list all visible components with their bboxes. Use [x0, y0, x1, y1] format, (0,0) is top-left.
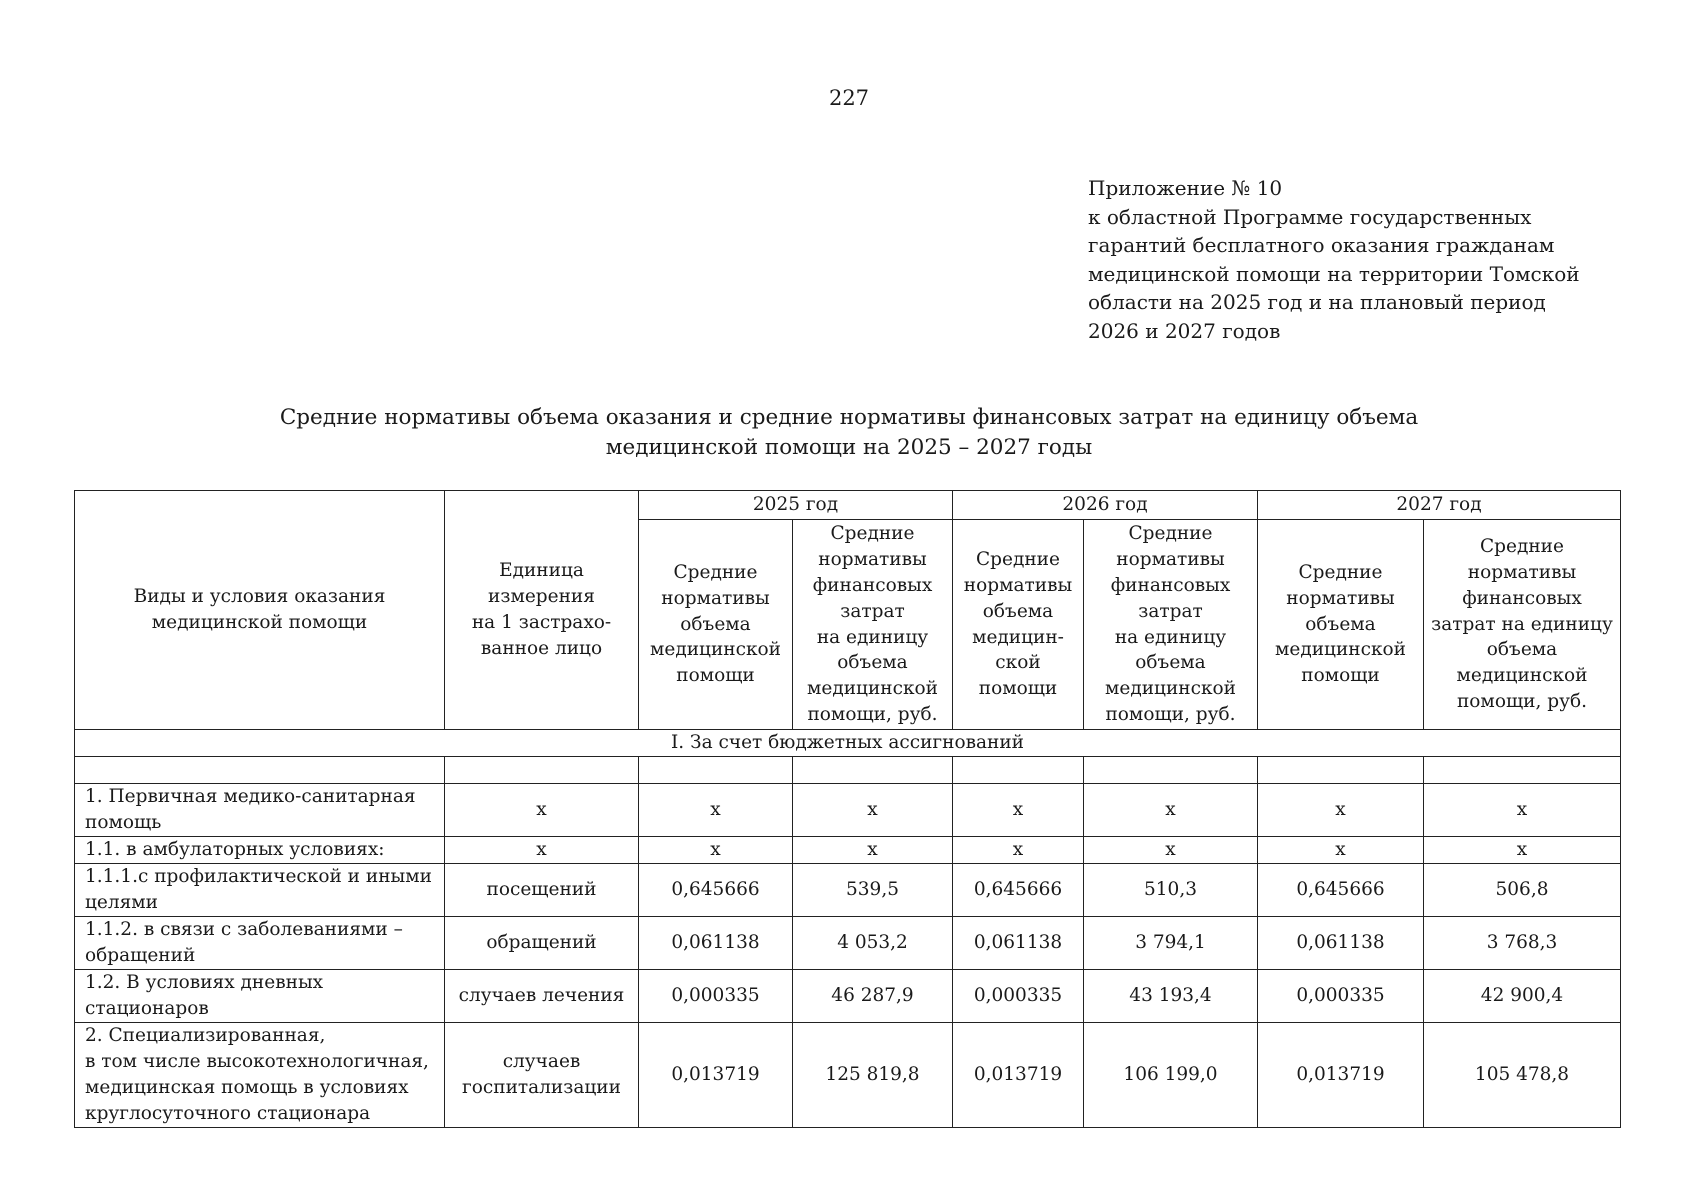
title-line: медицинской помощи на 2025 – 2027 годы	[605, 435, 1093, 460]
appendix-note	[1088, 174, 1580, 345]
table-row	[75, 1023, 1621, 1128]
row-unit: x	[445, 784, 639, 837]
header-year-2025: 2025 год	[639, 491, 953, 520]
row-name: 1.2. В условиях дневных стационаров	[75, 970, 445, 1023]
subheader-volume-2025: Средние нормативы объема медицинской помощи	[639, 520, 793, 730]
cell-volume-2026: 0,645666	[953, 864, 1084, 917]
appendix-line: 2026 и 2027 годов	[1088, 318, 1281, 343]
cell-volume-2026: 0,061138	[953, 917, 1084, 970]
row-name: 1.1.1.с профилактической и иными целями	[75, 864, 445, 917]
cell-cost-2026: 3 794,1	[1084, 917, 1258, 970]
cell-cost-2027: x	[1424, 784, 1621, 837]
subheader-volume-2026: Средние нормативы объема медицин- ской помощи	[953, 520, 1084, 730]
table-row	[75, 917, 1621, 970]
appendix-line: к областной Программе государственных	[1088, 204, 1532, 229]
cell-volume-2025: 0,000335	[639, 970, 793, 1023]
cell-volume-2025: 0,013719	[639, 1023, 793, 1128]
cell-volume-2026: x	[953, 837, 1084, 864]
table-row	[75, 837, 1621, 864]
cell-cost-2027: x	[1424, 837, 1621, 864]
cell-volume-2027: 0,000335	[1258, 970, 1424, 1023]
row-unit: x	[445, 837, 639, 864]
cell-volume-2027: x	[1258, 837, 1424, 864]
cell-cost-2025: x	[793, 784, 953, 837]
header-year-2026: 2026 год	[953, 491, 1258, 520]
table-row	[75, 784, 1621, 837]
cell-cost-2027: 105 478,8	[1424, 1023, 1621, 1128]
cell-cost-2025: 125 819,8	[793, 1023, 953, 1128]
header-unit: Единица измерения на 1 застрахо- ванное лицо	[445, 491, 639, 730]
row-name: 1.1.2. в связи с заболеваниями – обращений	[75, 917, 445, 970]
document-title	[0, 403, 1698, 463]
row-name: 1.1. в амбулаторных условиях:	[75, 837, 445, 864]
cell-volume-2027: 0,013719	[1258, 1023, 1424, 1128]
cell-volume-2027: x	[1258, 784, 1424, 837]
cell-cost-2025: x	[793, 837, 953, 864]
cell-cost-2025: 539,5	[793, 864, 953, 917]
row-unit: случаев госпитализации	[445, 1023, 639, 1128]
cell-cost-2027: 3 768,3	[1424, 917, 1621, 970]
table-row	[75, 970, 1621, 1023]
row-unit: посещений	[445, 864, 639, 917]
blank-row	[75, 757, 1621, 784]
section-title: I. За счет бюджетных ассигнований	[75, 730, 1621, 757]
cell-volume-2026: x	[953, 784, 1084, 837]
norms-table	[74, 490, 1621, 1128]
cell-cost-2026: x	[1084, 837, 1258, 864]
page-number: 227	[828, 86, 870, 110]
subheader-cost-2026: Средние нормативы финансовых затрат на единицу объема медицинской помощи, руб.	[1084, 520, 1258, 730]
cell-volume-2026: 0,000335	[953, 970, 1084, 1023]
cell-cost-2026: 510,3	[1084, 864, 1258, 917]
cell-volume-2027: 0,061138	[1258, 917, 1424, 970]
row-name: 2. Специализированная, в том числе высокотехнологичная, медицинская помощь в условиях круглосуточного стационара	[75, 1023, 445, 1128]
row-unit: обращений	[445, 917, 639, 970]
cell-cost-2027: 42 900,4	[1424, 970, 1621, 1023]
appendix-line: медицинской помощи на территории Томской	[1088, 261, 1580, 286]
cell-volume-2026: 0,013719	[953, 1023, 1084, 1128]
title-line: Средние нормативы объема оказания и средние нормативы финансовых затрат на единицу объема	[279, 405, 1419, 430]
cell-volume-2027: 0,645666	[1258, 864, 1424, 917]
appendix-line: гарантий бесплатного оказания гражданам	[1088, 233, 1555, 257]
appendix-heading: Приложение № 10	[1088, 176, 1283, 200]
row-name: 1. Первичная медико-санитарная помощь	[75, 784, 445, 837]
cell-cost-2026: 43 193,4	[1084, 970, 1258, 1023]
subheader-cost-2025: Средние нормативы финансовых затрат на единицу объема медицинской помощи, руб.	[793, 520, 953, 730]
cell-cost-2025: 4 053,2	[793, 917, 953, 970]
cell-cost-2026: x	[1084, 784, 1258, 837]
header-year-2027: 2027 год	[1258, 491, 1621, 520]
appendix-line: области на 2025 год и на плановый период	[1088, 290, 1546, 314]
subheader-cost-2027: Средние нормативы финансовых затрат на единицу объема медицинской помощи, руб.	[1424, 520, 1621, 730]
cell-volume-2025: 0,645666	[639, 864, 793, 917]
cell-volume-2025: x	[639, 837, 793, 864]
cell-cost-2027: 506,8	[1424, 864, 1621, 917]
cell-cost-2025: 46 287,9	[793, 970, 953, 1023]
cell-volume-2025: 0,061138	[639, 917, 793, 970]
cell-cost-2026: 106 199,0	[1084, 1023, 1258, 1128]
subheader-volume-2027: Средние нормативы объема медицинской помощи	[1258, 520, 1424, 730]
cell-volume-2025: x	[639, 784, 793, 837]
appendix-body	[1088, 203, 1580, 317]
row-unit: случаев лечения	[445, 970, 639, 1023]
table-row	[75, 864, 1621, 917]
header-kind: Виды и условия оказания медицинской помощи	[75, 491, 445, 730]
